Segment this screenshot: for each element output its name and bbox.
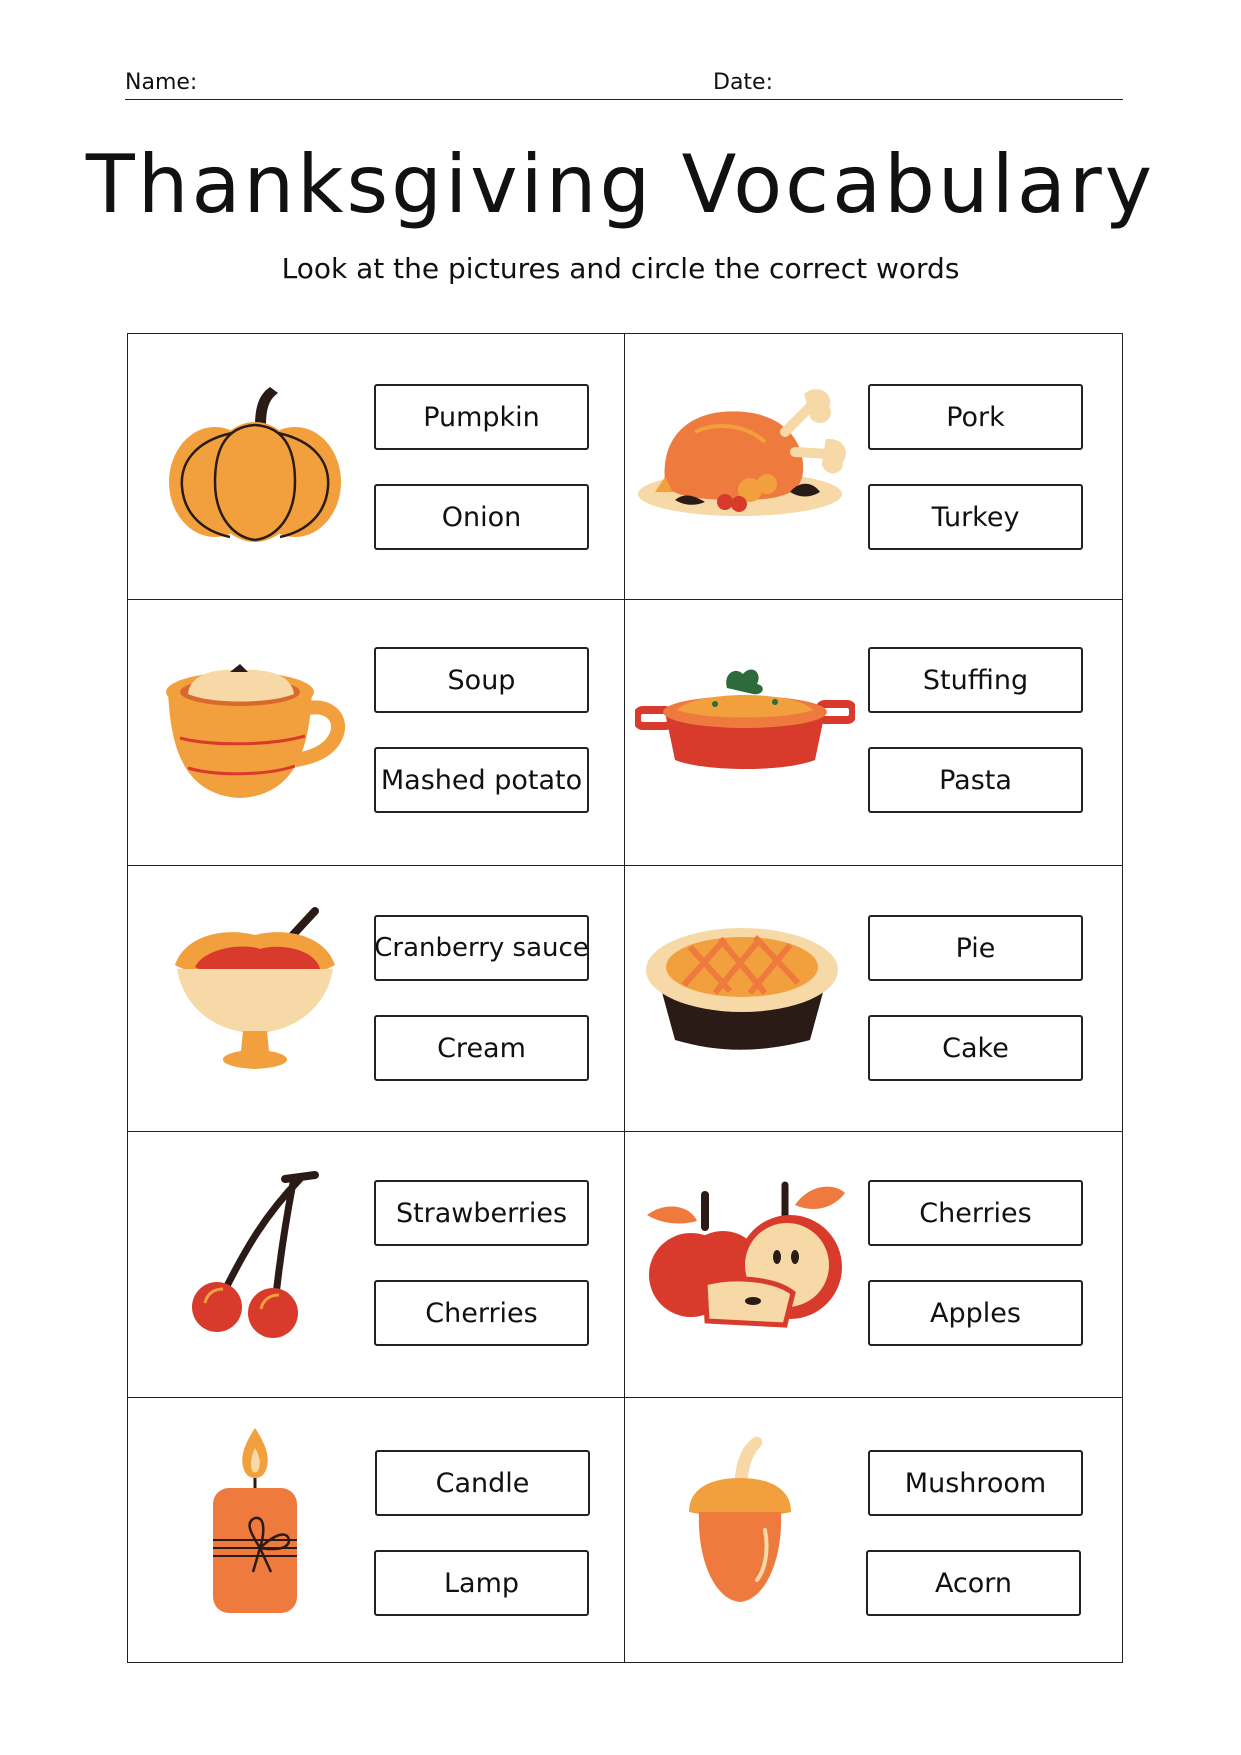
grid-divider-row-2 bbox=[127, 865, 1123, 866]
choice-lamp[interactable]: Lamp bbox=[374, 1550, 589, 1616]
choice-pasta[interactable]: Pasta bbox=[868, 747, 1083, 813]
page-subtitle: Look at the pictures and circle the correct words bbox=[281, 252, 960, 285]
turkey-icon bbox=[635, 372, 855, 532]
grid-divider-row-3 bbox=[127, 1131, 1123, 1132]
choice-cherries[interactable]: Cherries bbox=[374, 1280, 589, 1346]
cranberry-sauce-icon bbox=[165, 905, 345, 1075]
date-label: Date: bbox=[713, 70, 773, 95]
apples-icon bbox=[645, 1175, 845, 1330]
choice-mushroom[interactable]: Mushroom bbox=[868, 1450, 1083, 1516]
choice-cherries-2[interactable]: Cherries bbox=[868, 1180, 1083, 1246]
casserole-icon bbox=[635, 660, 855, 775]
cup-icon bbox=[160, 660, 350, 805]
grid-divider-vertical bbox=[624, 333, 625, 1663]
choice-stuffing[interactable]: Stuffing bbox=[868, 647, 1083, 713]
candle-icon bbox=[205, 1422, 305, 1617]
acorn-icon bbox=[685, 1430, 795, 1610]
choice-cream[interactable]: Cream bbox=[374, 1015, 589, 1081]
name-label: Name: bbox=[125, 70, 198, 95]
choice-turkey[interactable]: Turkey bbox=[868, 484, 1083, 550]
choice-strawberries[interactable]: Strawberries bbox=[374, 1180, 589, 1246]
choice-mashed-potato[interactable]: Mashed potato bbox=[374, 747, 589, 813]
choice-pumpkin[interactable]: Pumpkin bbox=[374, 384, 589, 450]
choice-apples[interactable]: Apples bbox=[868, 1280, 1083, 1346]
choice-pork[interactable]: Pork bbox=[868, 384, 1083, 450]
header-underline bbox=[125, 99, 1123, 100]
cherries-icon bbox=[185, 1165, 325, 1340]
grid-divider-row-1 bbox=[127, 599, 1123, 600]
pie-icon bbox=[640, 915, 845, 1050]
choice-soup[interactable]: Soup bbox=[374, 647, 589, 713]
choice-candle[interactable]: Candle bbox=[375, 1450, 590, 1516]
choice-pie[interactable]: Pie bbox=[868, 915, 1083, 981]
pumpkin-icon bbox=[160, 375, 350, 550]
choice-cake[interactable]: Cake bbox=[868, 1015, 1083, 1081]
choice-onion[interactable]: Onion bbox=[374, 484, 589, 550]
choice-cranberry-sauce[interactable]: Cranberry sauce bbox=[374, 915, 589, 981]
grid-divider-row-4 bbox=[127, 1397, 1123, 1398]
choice-acorn[interactable]: Acorn bbox=[866, 1550, 1081, 1616]
page-title: Thanksgiving Vocabulary bbox=[85, 138, 1156, 231]
